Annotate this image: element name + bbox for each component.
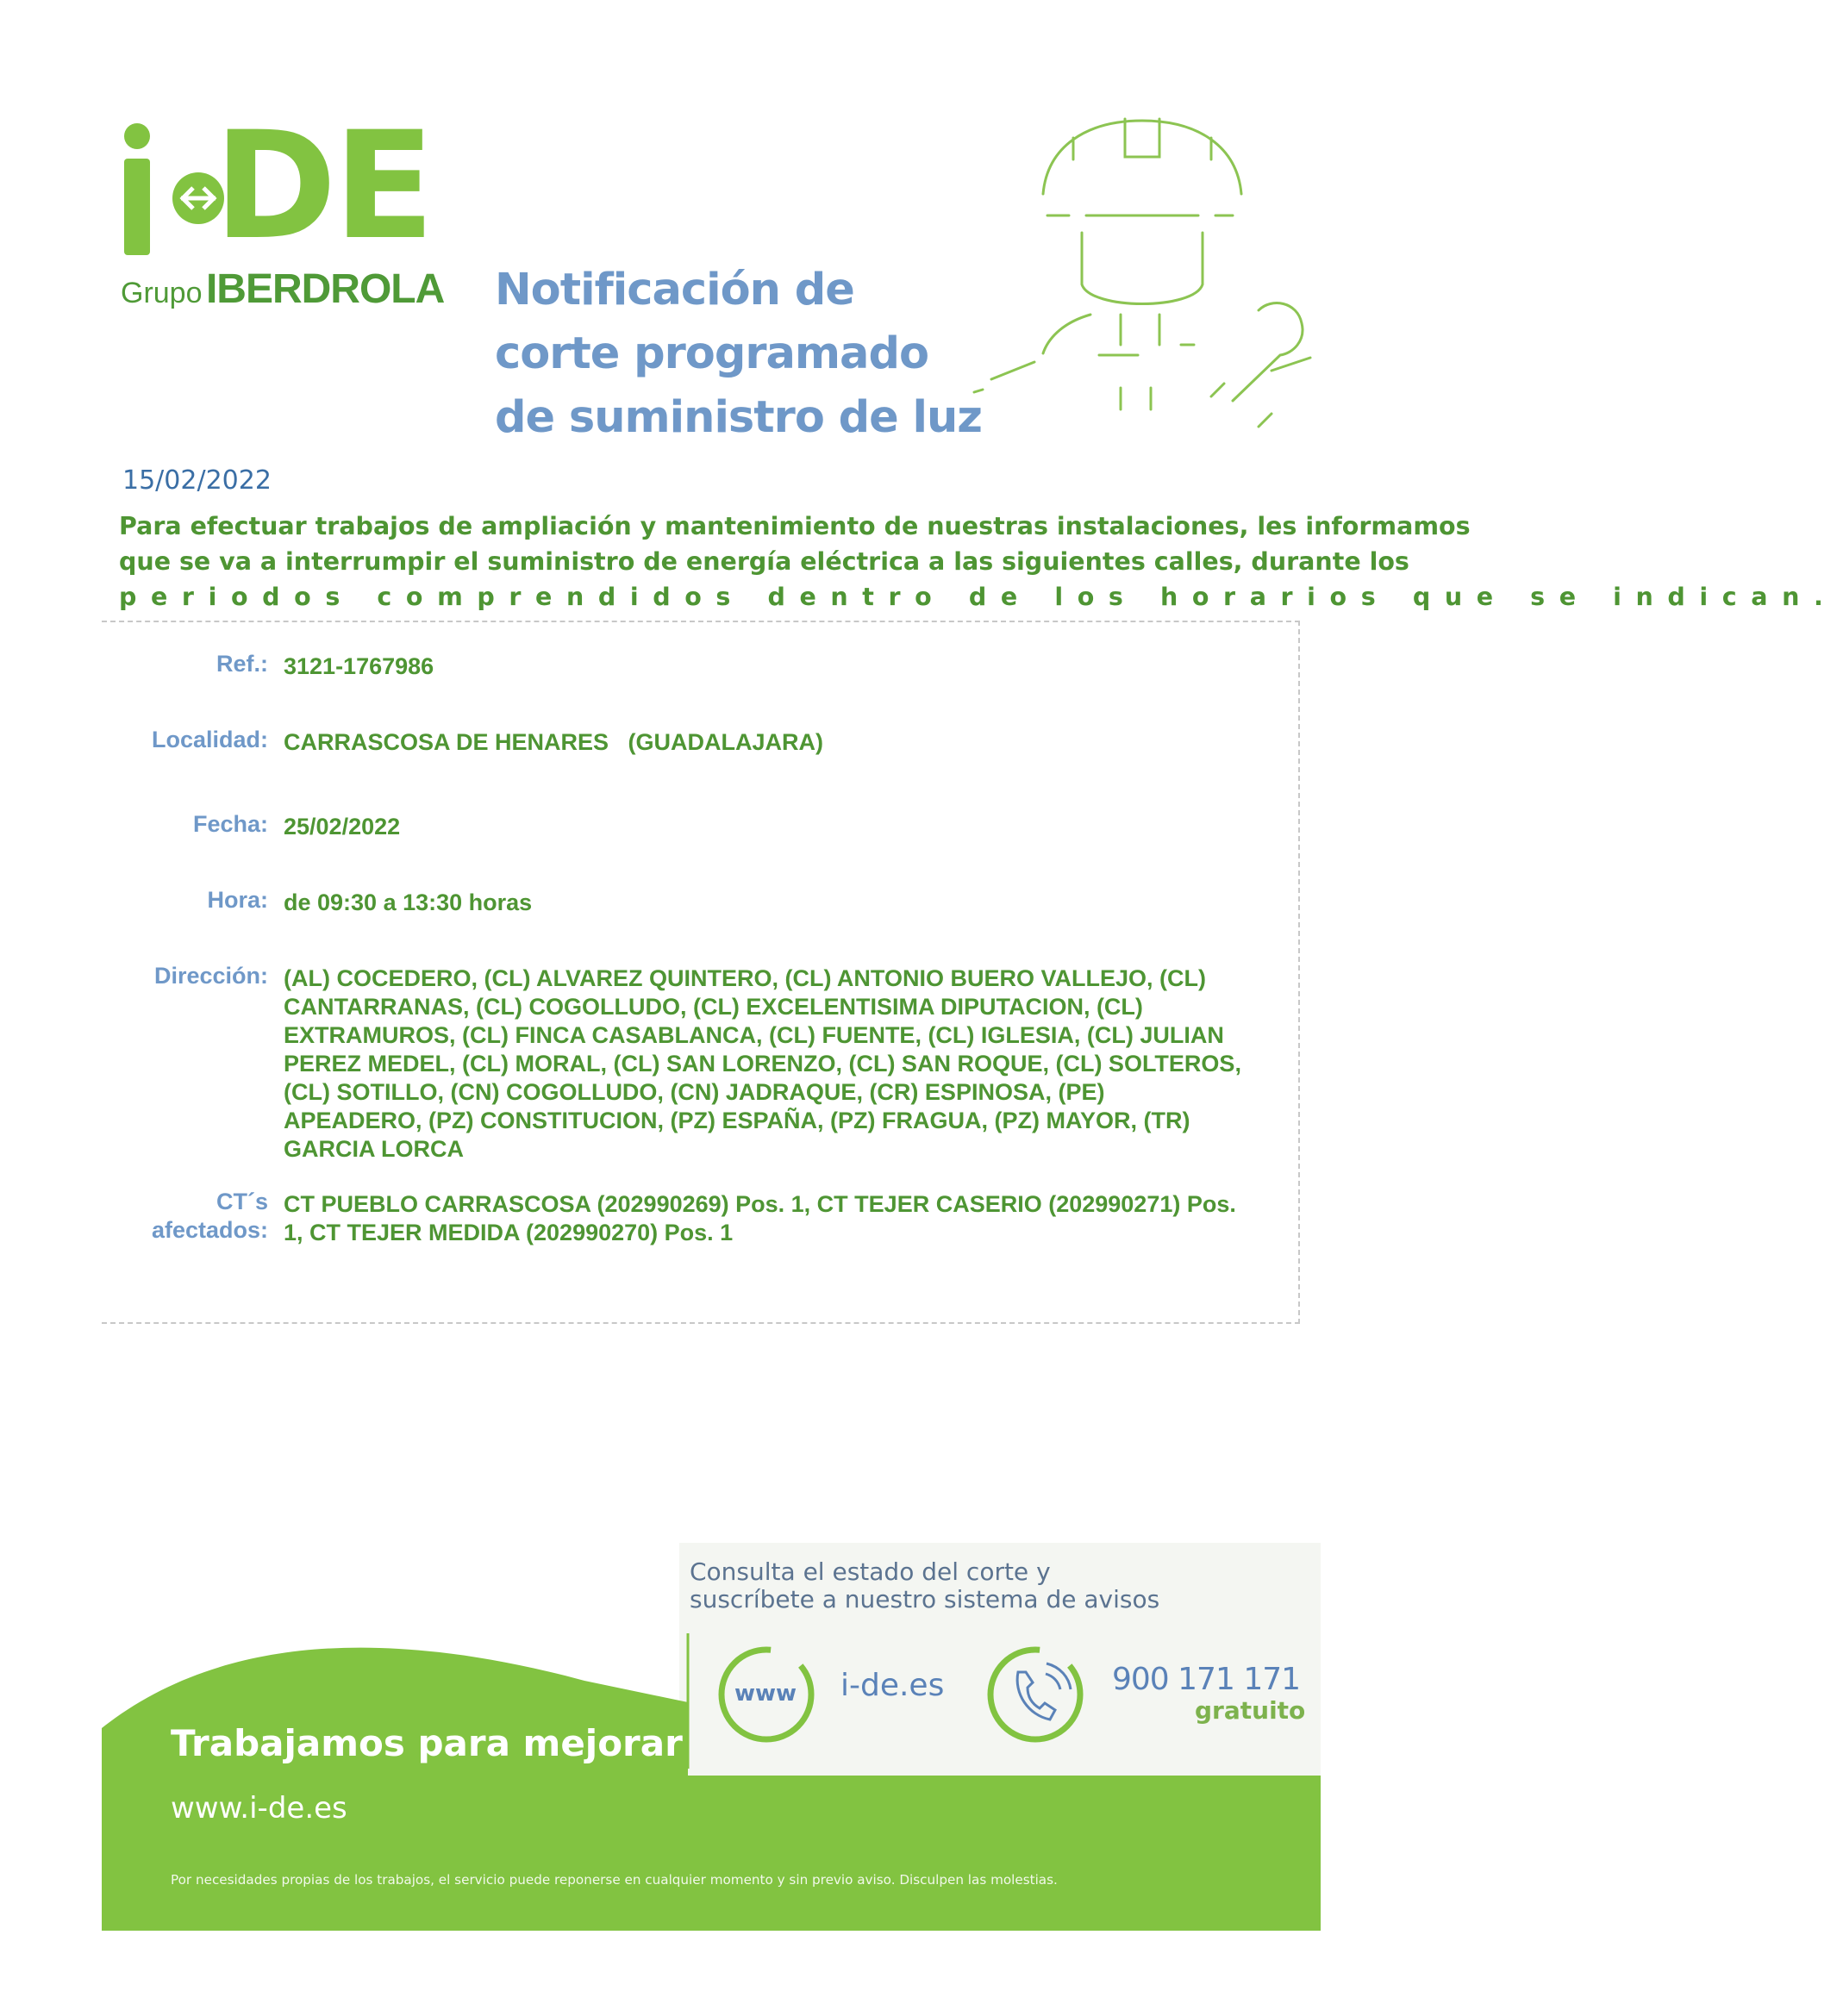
hora-label: Hora: <box>207 887 268 913</box>
logo-group-name: Grupo IBERDROLA <box>121 266 445 312</box>
footer-disclaimer: Por necesidades propias de los trabajos, el servicio puede reponerse en cualquier momento y sin previo aviso. Disculpen las molestias. <box>171 1872 1058 1888</box>
phone-number[interactable]: 900 171 171 <box>1112 1662 1301 1697</box>
ref-label: Ref.: <box>216 651 268 677</box>
logo-de-text: DE <box>214 99 432 272</box>
ref-value: 3121-1767986 <box>284 653 434 679</box>
footer-slogan: Trabajamos para mejorar <box>171 1722 683 1764</box>
direccion-label: Dirección: <box>153 963 268 989</box>
www-icon: www <box>734 1681 797 1707</box>
cts-value: CT PUEBLO CARRASCOSA (202990269) Pos. 1, CT TEJER CASERIO (202990271) Pos. 1, CT TEJER MEDIDA (202990270) Pos. 1 <box>284 1191 1236 1245</box>
localidad-label: Localidad: <box>151 727 268 752</box>
website-link[interactable]: i-de.es <box>840 1668 945 1703</box>
notice-date: 15/02/2022 <box>122 465 272 496</box>
worker-helmet-wrench-icon <box>974 112 1319 448</box>
footer-website[interactable]: www.i-de.es <box>171 1791 347 1826</box>
fecha-label: Fecha: <box>192 811 268 837</box>
consulta-text: Consulta el estado del corte y suscríbete a nuestro sistema de avisos <box>690 1557 1160 1613</box>
hora-value: de 09:30 a 13:30 horas <box>284 889 533 915</box>
page-title: Notificación de corte programado de suministro de luz <box>495 265 982 443</box>
fecha-value: 25/02/2022 <box>284 814 401 839</box>
phone-note: gratuito <box>1195 1696 1306 1725</box>
direccion-value: (AL) COCEDERO, (CL) ALVAREZ QUINTERO, (CL) ANTONIO BUERO VALLEJO, (CL) CANTARRANAS, (CL) COGOLLUDO, (CL) EXCELENTISIMA DIPUTACION, (CL) EXTRAMUROS, (CL) FINCA CASABLANCA, (CL) FUENTE, (CL) IGLESIA, (CL) JULIAN PEREZ MEDEL, (CL) MORAL, (CL) SAN LORENZO, (CL) SAN ROQUE, (CL) SOLTEROS, (CL) SOTILLO, (CN) COGOLLUDO, (CN) JADRAQUE, (CR) ESPINOSA, (PE) APEADERO, (PZ) CONSTITUCION, (PZ) ESPAÑA, (PZ) FRAGUA, (PZ) MAYOR, (TR) GARCIA LORCA <box>284 965 1241 1162</box>
intro-paragraph: Para efectuar trabajos de ampliación y mantenimiento de nuestras instalaciones, les informamos que se va a interrumpir el suministro de energía eléctrica a las siguientes calles, durante los periodos comprendidos dentro de los horarios que se indican. <box>119 512 1837 611</box>
localidad-value: CARRASCOSA DE HENARES (GUADALAJARA) <box>284 729 824 755</box>
cts-label: CT´s afectados: <box>151 1189 268 1243</box>
